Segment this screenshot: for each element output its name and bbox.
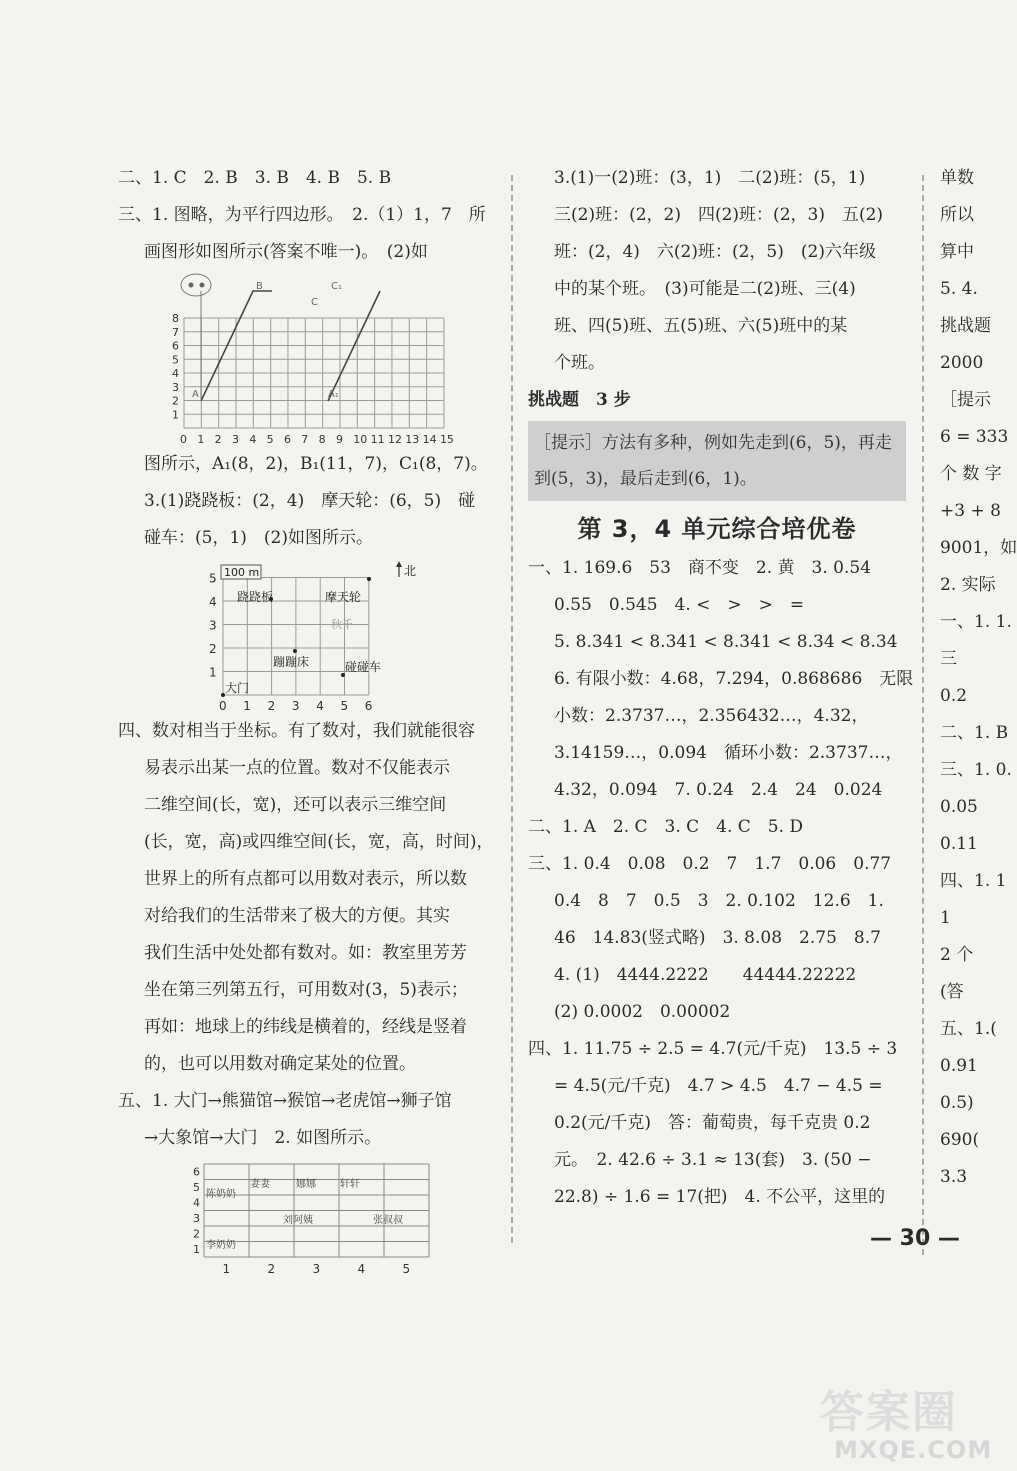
map-scale: 100 m <box>224 566 260 579</box>
section-title: 第 3，4 单元综合培优卷 <box>577 515 857 543</box>
place-seesaw: 跷跷板 <box>237 590 274 604</box>
hint-box <box>528 421 906 501</box>
clipped-answer-line: 四、1. 1 <box>940 871 1007 891</box>
answer-line: (长，宽，高)或四维空间(长，宽，高，时间)， <box>144 832 494 852</box>
seat-name: 轩轩 <box>340 1179 360 1190</box>
column-divider <box>511 175 513 1243</box>
answer-line: 一、1. 169.6 53 商不变 2. 黄 3. 0.54 <box>528 558 872 578</box>
y-tick-label: 3 <box>172 380 179 394</box>
answer-line: 我们生活中处处都有数对。如：教室里芳芳 <box>144 943 467 963</box>
answer-line: 画图形如图所示(答案不唯一)。 (2)如 <box>144 242 428 262</box>
place-ferris-wheel: 摩天轮 <box>325 590 362 604</box>
clipped-answer-line: 690( <box>940 1130 980 1150</box>
point-label-a: A <box>192 389 199 400</box>
y-tick-label: 4 <box>209 595 217 609</box>
y-tick-label: 5 <box>209 571 217 586</box>
clipped-answer-line: 单数 <box>940 168 974 188</box>
y-tick-label: 8 <box>172 312 179 325</box>
x-tick-label: 1 <box>243 699 251 713</box>
seat-name: 妻妻 <box>250 1179 270 1190</box>
clipped-answer-line: 三、1. 0. <box>940 760 1012 780</box>
x-tick-label: 13 <box>405 433 420 446</box>
x-tick-label: 3 <box>291 699 300 713</box>
hint-text: 方法有多种，例如先走到(6，5)，再走到(5，3)，最后走到(6，1)。 <box>534 433 892 489</box>
x-tick-label: 2 <box>214 433 222 446</box>
answer-line: 0.4 8 7 0.5 3 2. 0.102 12.6 1. <box>554 891 884 911</box>
y-tick-label: 5 <box>193 1181 200 1194</box>
watermark-logo: 答案圈 <box>820 1387 958 1438</box>
clipped-answer-line: +3 + 8 <box>940 501 1001 521</box>
answer-line: →大象馆→大门 2. 如图所示。 <box>144 1128 382 1148</box>
answer-line: 中的某个班。 (3)可能是二(2)班、三(4) <box>554 279 856 299</box>
answer-line: 5. 8.341 < 8.341 < 8.341 < 8.34 < 8.34 <box>554 632 898 652</box>
y-tick-label: 1 <box>209 665 217 680</box>
clipped-answer-line: 2. 实际 <box>940 575 996 595</box>
answer-line: 对给我们的生活带来了极大的方便。其实 <box>144 906 450 926</box>
clipped-answer-line: 挑战题 <box>940 316 991 336</box>
place-trampoline: 蹦蹦床 <box>273 655 310 669</box>
y-tick-label: 1 <box>193 1243 200 1256</box>
answer-line: 四、1. 11.75 ÷ 2.5 = 4.7(元/千克) 13.5 ÷ 3 <box>528 1039 898 1059</box>
answer-line: 二、1. A 2. C 3. C 4. C 5. D <box>528 817 804 837</box>
answer-line: 4.32，0.094 7. 0.24 2.4 24 0.024 <box>554 780 883 800</box>
answer-line: 碰车：(5，1) (2)如图所示。 <box>144 528 373 548</box>
x-tick-label: 4 <box>316 699 324 713</box>
seat-name: 李奶奶 <box>206 1240 236 1251</box>
answer-line: 3.14159…，0.094 循环小数：2.3737…， <box>554 743 903 763</box>
page-number: — 30 — <box>870 1226 960 1251</box>
answer-line: 班：(2，4) 六(2)班：(2，5) (2)六年级 <box>554 242 876 262</box>
answer-line: 三(2)班：(2，2) 四(2)班：(2，3) 五(2) <box>554 205 884 225</box>
answer-line: 四、数对相当于坐标。有了数对，我们就能很容 <box>118 721 475 741</box>
clipped-answer-line: 五、1.( <box>940 1019 997 1039</box>
x-tick-label: 0 <box>219 699 227 713</box>
clipped-answer-line: 2000 <box>940 353 984 373</box>
clipped-answer-line: 0.05 <box>940 797 978 817</box>
y-tick-label: 1 <box>172 408 179 422</box>
answer-line: 班、四(5)班、五(5)班、六(5)班中的某 <box>554 316 848 336</box>
point-label-a1: A₁ <box>328 389 339 400</box>
clipped-answer-line: 2 个 <box>940 945 974 965</box>
answer-line: 4. (1) 4444.2222 44444.22222 <box>554 965 857 985</box>
x-tick-label: 6 <box>364 699 373 713</box>
x-tick-label: 0 <box>180 433 187 446</box>
answer-line: 二、1. C 2. B 3. B 4. B 5. B <box>118 168 392 188</box>
answer-line: 世界上的所有点都可以用数对表示，所以数 <box>144 869 467 889</box>
x-tick-label: 6 <box>283 433 291 446</box>
hint-tag: ［提示］ <box>534 433 602 453</box>
clipped-answer-line: 个 数 字 <box>940 464 1002 484</box>
watermark-url: MXQE.COM <box>834 1436 993 1464</box>
clipped-answer-line: 三 <box>940 649 957 669</box>
x-tick-label: 15 <box>439 433 454 446</box>
answer-line: (2) 0.0002 0.00002 <box>554 1002 731 1022</box>
y-tick-label: 4 <box>193 1196 200 1210</box>
x-tick-label: 8 <box>318 433 326 446</box>
parallelogram-grid-figure <box>158 273 508 448</box>
answer-line: 二维空间(长，宽)，还可以表示三维空间 <box>144 795 447 815</box>
column-divider <box>922 175 924 1255</box>
seat-name: 娜娜 <box>296 1179 316 1190</box>
x-tick-label: 4 <box>249 433 257 446</box>
clipped-answer-line: 3.3 <box>940 1167 968 1187</box>
clipped-answer-line: 6 = 333 <box>940 427 1009 447</box>
answer-line: 22.8) ÷ 1.6 = 17(把) 4. 不公平，这里的 <box>554 1187 886 1207</box>
x-tick-label: 5 <box>340 699 349 713</box>
right-column-clipped <box>940 160 1017 1196</box>
answer-line: 3.(1)一(2)班：(3，1) 二(2)班：(5，1) <box>554 168 866 188</box>
answer-line: 0.2(元/千克) 答：葡萄贵，每千克贵 0.2 <box>554 1113 871 1133</box>
y-tick-label: 3 <box>193 1212 200 1225</box>
clipped-answer-line: (答 <box>940 982 964 1002</box>
y-tick-label: 2 <box>193 1227 200 1241</box>
cartoon-sticker <box>181 274 211 296</box>
point-label-c1: C₁ <box>331 281 342 292</box>
clipped-answer-line: 一、1. 1. <box>940 612 1012 632</box>
y-tick-label: 7 <box>172 325 179 339</box>
y-tick-label: 5 <box>172 353 179 367</box>
answer-line: 的，也可以用数对确定某处的位置。 <box>144 1054 416 1074</box>
clipped-answer-line: 0.11 <box>940 834 978 854</box>
clipped-answer-line: 0.2 <box>940 686 968 706</box>
clipped-answer-line: 5. 4. <box>940 279 978 299</box>
x-tick-label: 14 <box>422 433 437 446</box>
answer-line: 易表示出某一点的位置。数对不仅能表示 <box>144 758 450 778</box>
x-tick-label: 3 <box>231 433 239 446</box>
answer-line: 元。 2. 42.6 ÷ 3.1 ≈ 13(套) 3. (50 − <box>554 1150 872 1170</box>
clipped-answer-line: 0.91 <box>940 1056 978 1076</box>
answer-line: = 4.5(元/千克) 4.7 > 4.5 4.7 − 4.5 = <box>554 1076 883 1096</box>
x-tick-label: 9 <box>335 433 343 446</box>
x-tick-label: 5 <box>402 1262 411 1276</box>
point-label-b: B <box>256 281 263 292</box>
x-tick-label: 10 <box>353 433 368 446</box>
seat-grid-figure <box>188 1161 448 1276</box>
watermark <box>820 1376 995 1464</box>
answer-line: 0.55 0.545 4. < > > = <box>554 595 805 615</box>
x-tick-label: 7 <box>301 433 309 446</box>
y-tick-label: 6 <box>193 1165 200 1179</box>
answer-line: 3.(1)跷跷板：(2，4) 摩天轮：(6，5) 碰 <box>144 491 476 511</box>
x-tick-label: 2 <box>267 699 276 713</box>
answer-line: 6. 有限小数：4.68，7.294，0.868686 无限 <box>554 669 914 689</box>
answer-line: 再如：地球上的纬线是横着的，经线是竖着 <box>144 1017 467 1037</box>
answer-line: 小数：2.3737…，2.356432…，4.32， <box>554 706 869 726</box>
place-swing: 秋千 <box>331 618 353 631</box>
seat-name: 张叔叔 <box>373 1215 403 1226</box>
place-gate: 大门 <box>225 681 250 695</box>
point-label-c: C <box>311 297 318 308</box>
y-tick-label: 2 <box>209 642 217 656</box>
left-column <box>118 160 498 1276</box>
x-tick-label: 11 <box>370 433 385 446</box>
answer-line: 46 14.83(竖式略) 3. 8.08 2.75 8.7 <box>554 928 881 948</box>
y-tick-label: 6 <box>172 339 179 353</box>
north-arrow-label: 北 <box>404 564 417 578</box>
x-tick-label: 2 <box>267 1262 276 1276</box>
y-tick-label: 4 <box>172 367 179 380</box>
answer-line: 个班。 <box>554 353 605 373</box>
x-tick-label: 4 <box>357 1262 366 1276</box>
playground-map-figure <box>203 561 423 711</box>
answer-line: 五、1. 大门→熊猫馆→猴馆→老虎馆→狮子馆 <box>118 1091 452 1111</box>
y-tick-label: 2 <box>172 394 179 408</box>
clipped-answer-line: 所以 <box>940 205 974 225</box>
x-tick-label: 1 <box>197 433 205 446</box>
seat-name: 刘阿姨 <box>283 1215 313 1226</box>
clipped-answer-line: ［提示 <box>940 390 991 410</box>
clipped-answer-line: 1 <box>940 908 951 928</box>
clipped-answer-line: 二、1. B <box>940 723 1009 743</box>
x-tick-label: 12 <box>387 433 402 446</box>
x-tick-label: 3 <box>312 1262 321 1276</box>
answer-line: 坐在第三列第五行，可用数对(3，5)表示； <box>144 980 468 1000</box>
challenge-label: 挑战题 3 步 <box>528 390 631 410</box>
y-tick-label: 3 <box>209 618 217 633</box>
middle-column <box>528 160 914 1216</box>
x-tick-label: 5 <box>266 433 274 446</box>
answer-line: 三、1. 0.4 0.08 0.2 7 1.7 0.06 0.77 <box>528 854 892 874</box>
clipped-answer-line: 9001，如 <box>940 538 1017 558</box>
place-bumper-car: 碰碰车 <box>345 660 382 674</box>
clipped-answer-line: 算中 <box>940 242 974 262</box>
answer-line: 三、1. 图略，为平行四边形。 2.（1）1，7 所 <box>118 205 486 225</box>
x-tick-label: 1 <box>222 1262 231 1276</box>
answer-line: 图所示，A₁(8，2)，B₁(11，7)，C₁(8，7)。 <box>144 454 488 474</box>
seat-name: 陈奶奶 <box>206 1189 236 1200</box>
clipped-answer-line: 0.5) <box>940 1093 974 1113</box>
